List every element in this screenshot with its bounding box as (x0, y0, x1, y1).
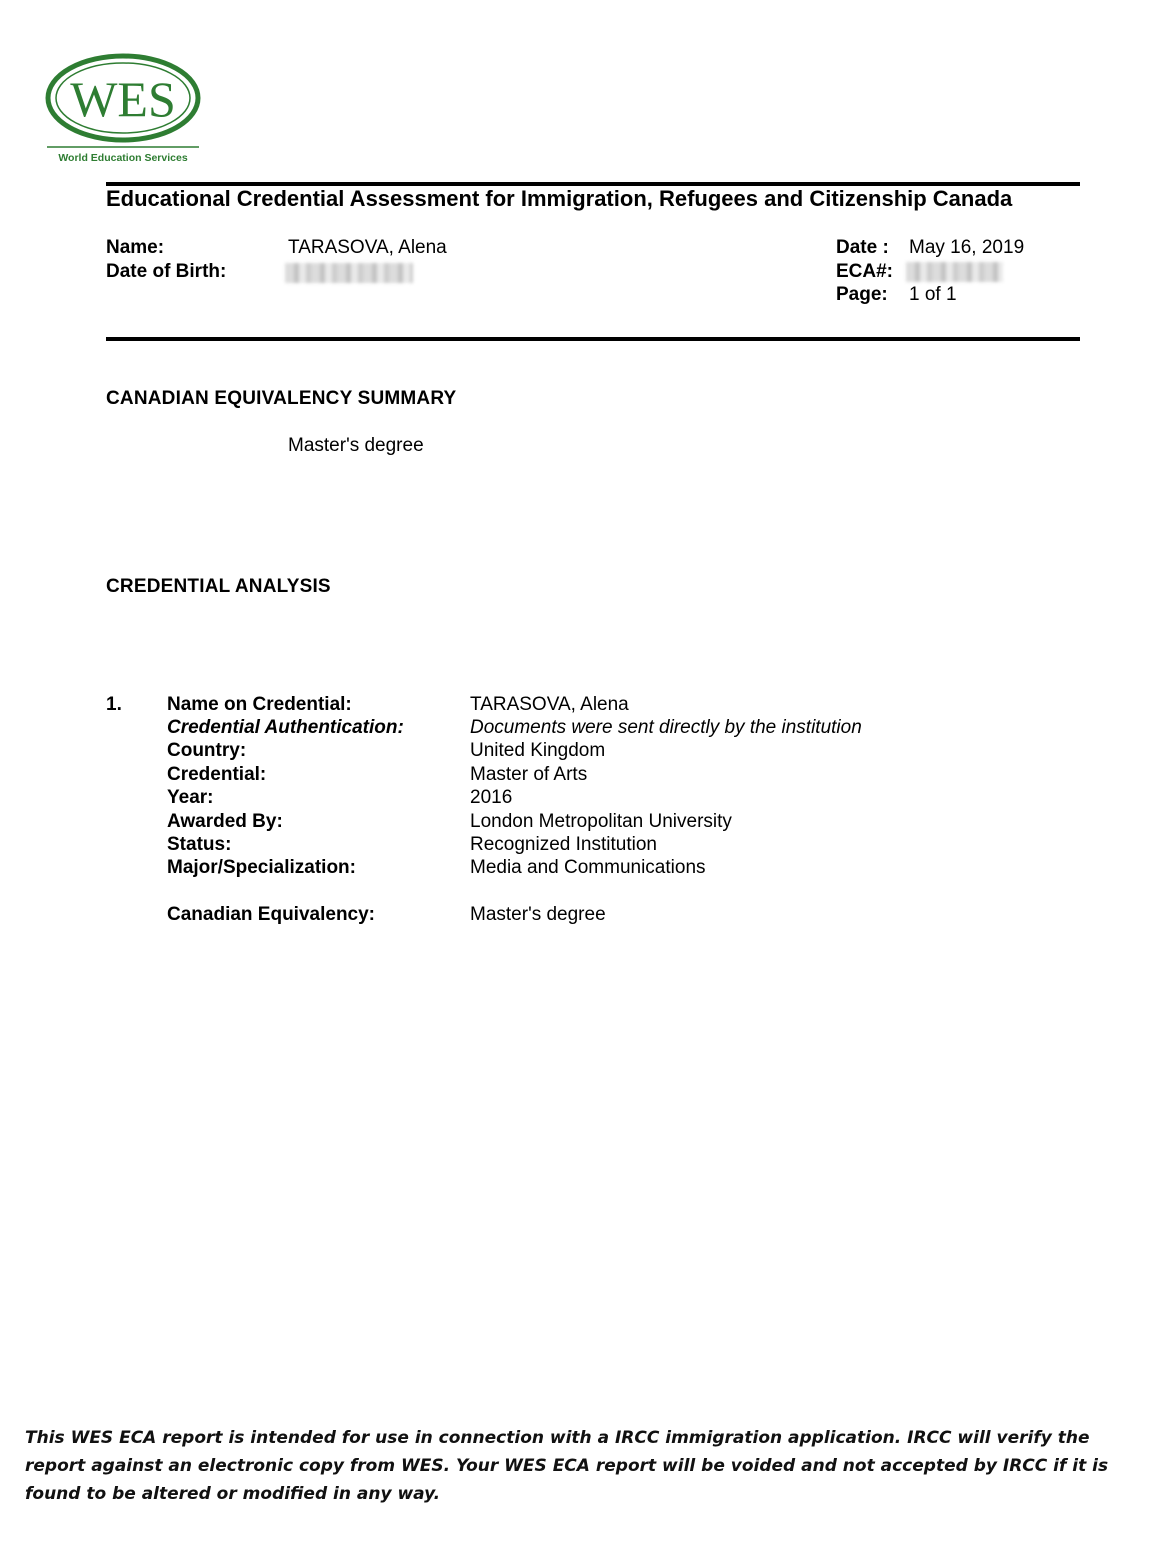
row-label-name: Name on Credential: (167, 694, 352, 715)
date-label: Date : (836, 237, 889, 258)
row-value-awarded-by: London Metropolitan University (470, 811, 732, 832)
wes-logo (44, 50, 204, 168)
row-value-name: TARASOVA, Alena (470, 694, 629, 715)
wes-logo-tagline: World Education Services (58, 152, 188, 164)
summary-heading: CANADIAN EQUIVALENCY SUMMARY (106, 388, 457, 409)
dob-redacted (285, 263, 413, 283)
header-bottom-rule (106, 337, 1080, 341)
row-value-authentication: Documents were sent directly by the institution (470, 717, 862, 738)
name-label: Name: (106, 237, 165, 258)
row-value-year: 2016 (470, 787, 513, 808)
wes-logo-text: WES (70, 71, 176, 127)
dob-label: Date of Birth: (106, 261, 227, 282)
equivalency-label: Canadian Equivalency: (167, 904, 376, 925)
date-value: May 16, 2019 (909, 237, 1025, 258)
name-value: TARASOVA, Alena (288, 237, 447, 258)
row-value-status: Recognized Institution (470, 834, 657, 855)
row-label-authentication: Credential Authentication: (167, 717, 404, 738)
summary-value: Master's degree (288, 435, 424, 456)
item-number: 1. (106, 694, 122, 715)
eca-label: ECA#: (836, 261, 894, 282)
footer-disclaimer: This WES ECA report is intended for use in connection with a IRCC immigration application. IRCC will verify the report against an electronic copy from WES. Your WES ECA report will be voided and not accepted by IRCC if it is found to be altered or modified in any way. (25, 1428, 1109, 1504)
wes-logo-graphic (44, 50, 204, 168)
row-label-major: Major/Specialization: (167, 857, 356, 878)
row-label-awarded-by: Awarded By: (167, 811, 283, 832)
row-value-major: Media and Communications (470, 857, 706, 878)
eca-redacted (906, 262, 1003, 282)
row-value-country: United Kingdom (470, 740, 606, 761)
document-title: Educational Credential Assessment for Immigration, Refugees and Citizenship Canada (106, 186, 1013, 211)
row-label-credential: Credential: (167, 764, 267, 785)
analysis-heading: CREDENTIAL ANALYSIS (106, 576, 331, 597)
page-label: Page: (836, 284, 888, 305)
page-value: 1 of 1 (909, 284, 957, 305)
row-label-status: Status: (167, 834, 232, 855)
row-label-year: Year: (167, 787, 214, 808)
row-value-credential: Master of Arts (470, 764, 588, 785)
equivalency-value: Master's degree (470, 904, 606, 925)
row-label-country: Country: (167, 740, 247, 761)
